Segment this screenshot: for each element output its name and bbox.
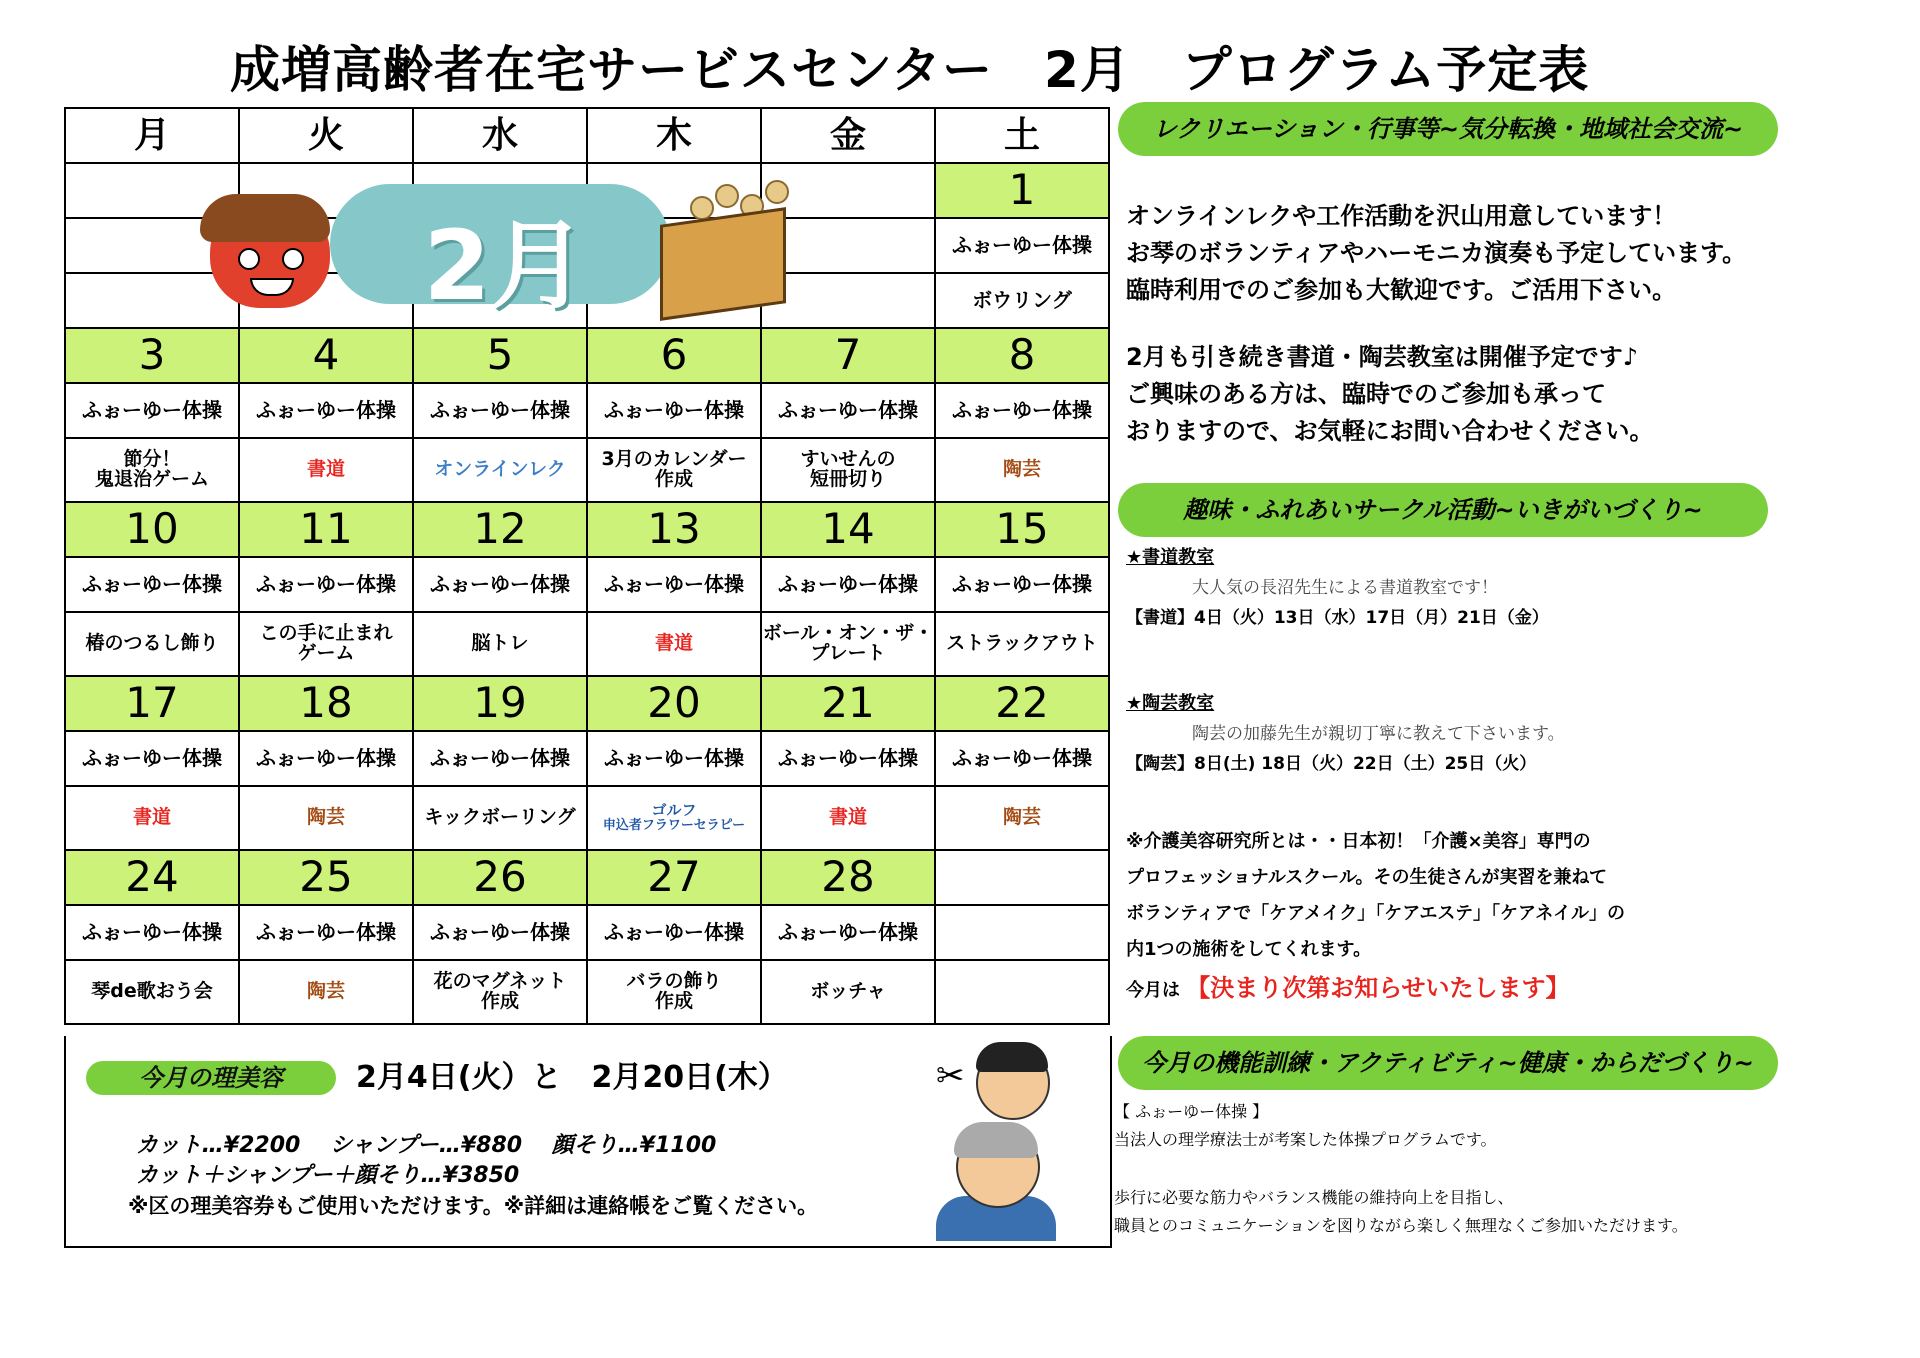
event-line: ゴルフ	[651, 801, 697, 820]
weekday-thu: 木	[587, 108, 761, 163]
event-line: 作成	[654, 990, 693, 1012]
exercise-cell: ふぉーゆー体操	[413, 905, 587, 960]
weekday-mon: 月	[65, 108, 239, 163]
text-line: ボランティアで「ケアメイク」「ケアエステ」「ケアネイル」の	[1126, 903, 1625, 924]
exercise-cell: ふぉーゆー体操	[413, 383, 587, 438]
week2-exercise-row	[65, 557, 1109, 612]
weekday-header-row	[65, 108, 1109, 163]
date-cell: 6	[587, 328, 761, 383]
event-line: 節分！	[123, 448, 181, 471]
date-cell: 26	[413, 850, 587, 905]
event-line: 3月のカレンダー	[601, 448, 747, 471]
exercise-cell: ふぉーゆー体操	[65, 557, 239, 612]
date-cell: 8	[935, 328, 1109, 383]
weekday-wed: 水	[413, 108, 587, 163]
exercise-cell: ふぉーゆー体操	[239, 905, 413, 960]
event-cell: ボッチャ	[761, 960, 935, 1024]
event-line: 作成	[654, 468, 693, 490]
exercise-cell: ふぉーゆー体操	[65, 383, 239, 438]
event-cell-online: オンラインレク	[413, 438, 587, 502]
text-line: オンラインレクや工作活動を沢山用意しています！	[1126, 202, 1677, 230]
date-cell: 19	[413, 676, 587, 731]
event-cell: ボウリング	[935, 273, 1109, 328]
exercise-cell: ふぉーゆー体操	[935, 218, 1109, 273]
event-cell: キックボーリング	[413, 786, 587, 850]
tougei-dates: 【陶芸】8日(土) 18日（火）22日（土）25日（火）	[1126, 754, 1537, 774]
event-cell-shodo: 書道	[65, 786, 239, 850]
event-cell	[239, 612, 413, 676]
text-line: 内1つの施術をしてくれます。	[1126, 939, 1372, 960]
exercise-cell: ふぉーゆー体操	[587, 383, 761, 438]
exercise-cell: ふぉーゆー体操	[239, 383, 413, 438]
exercise-cell: ふぉーゆー体操	[761, 731, 935, 786]
month-banner	[210, 176, 800, 322]
text-line: プロフェッショナルスクール。その生徒さんが実習を兼ねて	[1126, 867, 1608, 888]
section-title-training: 今月の機能訓練・アクティビティ~健康・からだづくり~	[1118, 1036, 1778, 1090]
date-cell: 27	[587, 850, 761, 905]
hobby-text	[1126, 543, 1565, 779]
barber-price-line: カット＋シャンプー＋顔そり…¥3850	[136, 1163, 520, 1188]
event-line: 鬼退治ゲーム	[94, 468, 209, 490]
oni-eye	[238, 248, 260, 270]
week3-date-row	[65, 676, 1109, 731]
date-cell: 5	[413, 328, 587, 383]
week1-event-row	[65, 438, 1109, 502]
barber-illustration	[926, 1036, 1076, 1241]
event-cell: 琴de歌おう会	[65, 960, 239, 1024]
date-cell: 20	[587, 676, 761, 731]
oni-hair	[200, 194, 330, 242]
date-cell: 11	[239, 502, 413, 557]
text-line: おりますので、お気軽にお問い合わせください。	[1126, 417, 1654, 445]
exercise-cell: ふぉーゆー体操	[587, 731, 761, 786]
weekday-fri: 金	[761, 108, 935, 163]
oni-eye	[282, 248, 304, 270]
week3-event-row	[65, 786, 1109, 850]
event-line: バラの飾り	[626, 970, 722, 993]
section-title-hobby: 趣味・ふれあいサークル活動~いきがいづくり~	[1118, 483, 1768, 537]
event-cell-shodo: 書道	[587, 612, 761, 676]
month-prefix: 今月は	[1126, 980, 1180, 1001]
text-line: 臨時利用でのご参加も大歓迎です。ご活用下さい。	[1126, 276, 1677, 304]
weekday-tue: 火	[239, 108, 413, 163]
text-line: 歩行に必要な筋力やバランス機能の維持向上を目指し、	[1114, 1188, 1514, 1207]
event-cell	[413, 960, 587, 1024]
exercise-cell: ふぉーゆー体操	[761, 557, 935, 612]
shodo-title: ★書道教室	[1126, 547, 1215, 568]
customer-hair	[954, 1122, 1038, 1158]
week1-date-row	[65, 328, 1109, 383]
weekday-sat: 土	[935, 108, 1109, 163]
event-cell	[761, 438, 935, 502]
text-line: 職員とのコミュニケーションを図りながら楽しく無理なくご参加いただけます。	[1114, 1216, 1688, 1235]
exercise-cell: ふぉーゆー体操	[935, 383, 1109, 438]
event-cell-tougei: 陶芸	[239, 786, 413, 850]
week3-exercise-row	[65, 731, 1109, 786]
bean	[715, 184, 739, 208]
exercise-cell: ふぉーゆー体操	[935, 557, 1109, 612]
event-line: 作成	[480, 990, 519, 1012]
event-cell-shodo: 書道	[761, 786, 935, 850]
month-note: 【決まり次第お知らせいたします】	[1186, 974, 1570, 1002]
section-title-recreation: レクリエーション・行事等~気分転換・地域社会交流~	[1118, 102, 1778, 156]
exercise-cell: ふぉーゆー体操	[761, 905, 935, 960]
empty-cell	[935, 850, 1109, 905]
event-cell-tougei: 陶芸	[239, 960, 413, 1024]
week2-date-row	[65, 502, 1109, 557]
oni-demon-icon	[210, 198, 330, 308]
exercise-cell: ふぉーゆー体操	[65, 731, 239, 786]
date-cell: 10	[65, 502, 239, 557]
recreation-text	[1126, 198, 1746, 450]
text-line: 2月も引き続き書道・陶芸教室は開催予定です♪	[1126, 343, 1639, 371]
oni-mouth	[250, 278, 294, 296]
date-cell: 17	[65, 676, 239, 731]
empty-cell	[935, 960, 1109, 1024]
week1-exercise-row	[65, 383, 1109, 438]
exercise-cell: ふぉーゆー体操	[587, 557, 761, 612]
event-cell	[65, 438, 239, 502]
fy-title: 【 ふぉーゆー体操 】	[1114, 1102, 1269, 1121]
event-line: この手に止まれ	[259, 622, 393, 645]
tougei-title: ★陶芸教室	[1126, 693, 1215, 714]
date-cell: 1	[935, 163, 1109, 218]
event-line: 短冊切り	[809, 468, 886, 490]
date-cell: 14	[761, 502, 935, 557]
event-cell: 脳トレ	[413, 612, 587, 676]
text-line: ご興味のある方は、臨時でのご参加も承って	[1126, 380, 1606, 408]
bean	[765, 180, 789, 204]
event-cell: 椿のつるし飾り	[65, 612, 239, 676]
event-line: 花のマグネット	[433, 970, 567, 993]
barber-dates: 2月4日(火）と 2月20日(木）	[356, 1060, 788, 1095]
event-line: ボール・オン・ザ・	[762, 622, 934, 645]
event-line: 申込者フラワーセラピー	[602, 818, 746, 834]
exercise-cell: ふぉーゆー体操	[587, 905, 761, 960]
event-cell: ストラックアウト	[935, 612, 1109, 676]
page-title: 成増高齢者在宅サービスセンター 2月 プログラム予定表	[230, 41, 1590, 99]
barber-label: 今月の理美容	[86, 1061, 336, 1095]
shodo-dates: 【書道】4日（火）13日（水）17日（月）21日（金）	[1126, 608, 1549, 628]
event-cell-golf	[587, 786, 761, 850]
tougei-desc: 陶芸の加藤先生が親切丁寧に教えて下さいます。	[1192, 724, 1565, 744]
event-cell	[761, 612, 935, 676]
week4-event-row	[65, 960, 1109, 1024]
date-cell: 25	[239, 850, 413, 905]
masu-box-icon	[660, 207, 786, 321]
date-cell: 24	[65, 850, 239, 905]
scissors-icon: ✂	[936, 1056, 965, 1096]
date-cell: 28	[761, 850, 935, 905]
barber-price-line: カット…¥2200 シャンプー…¥880 顔そり…¥1100	[136, 1133, 717, 1158]
date-cell: 13	[587, 502, 761, 557]
date-cell: 18	[239, 676, 413, 731]
training-text	[1114, 1098, 1688, 1240]
bean	[690, 196, 714, 220]
date-cell: 22	[935, 676, 1109, 731]
week2-event-row	[65, 612, 1109, 676]
text-line: ※介護美容研究所とは・・日本初！「介護×美容」専門の	[1126, 831, 1591, 852]
exercise-cell: ふぉーゆー体操	[413, 557, 587, 612]
event-line: ゲーム	[297, 642, 355, 664]
exercise-cell: ふぉーゆー体操	[239, 557, 413, 612]
exercise-cell: ふぉーゆー体操	[65, 905, 239, 960]
event-cell-tougei: 陶芸	[935, 786, 1109, 850]
date-cell: 4	[239, 328, 413, 383]
exercise-cell: ふぉーゆー体操	[413, 731, 587, 786]
date-cell: 7	[761, 328, 935, 383]
shodo-desc: 大人気の長沼先生による書道教室です！	[1192, 578, 1498, 598]
empty-cell	[935, 905, 1109, 960]
event-cell	[587, 960, 761, 1024]
event-line: プレート	[810, 642, 886, 664]
date-cell: 3	[65, 328, 239, 383]
exercise-cell: ふぉーゆー体操	[239, 731, 413, 786]
event-cell-tougei: 陶芸	[935, 438, 1109, 502]
date-cell: 15	[935, 502, 1109, 557]
kaigo-text	[1126, 824, 1625, 1009]
barber-note: ※区の理美容券もご使用いただけます。※詳細は連絡帳をご覧ください。	[128, 1194, 819, 1218]
barber-section	[64, 1036, 1112, 1248]
exercise-cell: ふぉーゆー体操	[935, 731, 1109, 786]
barber-hair	[976, 1042, 1048, 1072]
text-line: 当法人の理学療法士が考案した体操プログラムです。	[1114, 1130, 1497, 1149]
event-line: すいせんの	[800, 448, 896, 471]
exercise-cell: ふぉーゆー体操	[761, 383, 935, 438]
week4-exercise-row	[65, 905, 1109, 960]
banner-month-text: 2月	[423, 210, 587, 322]
date-cell: 21	[761, 676, 935, 731]
text-line: お琴のボランティアやハーモニカ演奏も予定しています。	[1126, 239, 1747, 267]
date-cell: 12	[413, 502, 587, 557]
event-cell-shodo: 書道	[239, 438, 413, 502]
event-cell	[587, 438, 761, 502]
week4-date-row	[65, 850, 1109, 905]
